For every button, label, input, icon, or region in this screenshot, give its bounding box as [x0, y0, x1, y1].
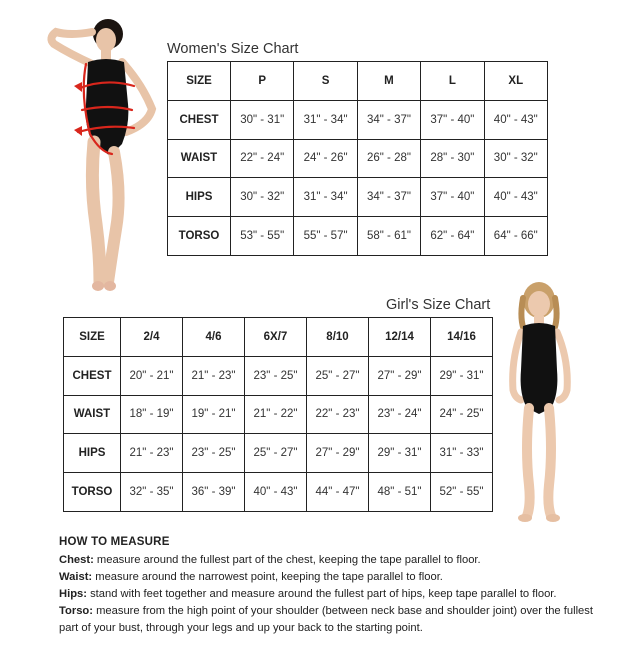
size-column-header: 4/6	[183, 318, 245, 357]
table-cell: 34" - 37"	[357, 100, 420, 139]
table-cell: 40" - 43"	[484, 178, 547, 217]
table-row	[168, 178, 548, 217]
measure-term: Chest:	[59, 554, 94, 566]
measure-instruction-torso	[59, 603, 604, 637]
size-column-header: 6X/7	[245, 318, 307, 357]
measure-term: Hips:	[59, 588, 87, 600]
table-cell: 62" - 64"	[421, 217, 484, 256]
table-cell: 36" - 39"	[183, 473, 245, 512]
measure-term: Torso:	[59, 605, 93, 617]
table-cell: 29" - 31"	[431, 356, 493, 395]
row-label-torso: TORSO	[168, 217, 231, 256]
girls-chart-title: Girl's Size Chart	[386, 297, 491, 313]
size-column-header: 8/10	[307, 318, 369, 357]
table-cell: 37" - 40"	[421, 178, 484, 217]
women-size-table	[167, 61, 548, 256]
girl-model-photo	[497, 280, 582, 525]
table-cell: 25" - 27"	[245, 434, 307, 473]
table-cell: 30" - 32"	[484, 139, 547, 178]
row-label-waist: WAIST	[64, 395, 121, 434]
table-cell: 37" - 40"	[421, 100, 484, 139]
table-cell: 31" - 33"	[431, 434, 493, 473]
measure-instruction-chest	[59, 552, 604, 569]
size-column-header: XL	[484, 62, 547, 101]
row-label-waist: WAIST	[168, 139, 231, 178]
how-to-measure-heading: HOW TO MEASURE	[59, 536, 170, 548]
table-cell: 19" - 21"	[183, 395, 245, 434]
table-cell: 30" - 32"	[231, 178, 294, 217]
table-cell: 40" - 43"	[245, 473, 307, 512]
measure-text: measure around the fullest part of the chest, keeping the tape parallel to floor.	[93, 554, 481, 566]
table-cell: 21" - 23"	[183, 356, 245, 395]
table-cell: 28" - 30"	[421, 139, 484, 178]
brand-logo-fragment	[284, 0, 484, 8]
table-cell: 25" - 27"	[307, 356, 369, 395]
row-label-hips: HIPS	[168, 178, 231, 217]
table-cell: 27" - 29"	[307, 434, 369, 473]
size-header: SIZE	[168, 62, 231, 101]
table-cell: 64" - 66"	[484, 217, 547, 256]
table-cell: 23" - 25"	[245, 356, 307, 395]
measure-text: measure around the narrowest point, keeping the tape parallel to floor.	[92, 571, 443, 583]
table-cell: 34" - 37"	[357, 178, 420, 217]
size-header: SIZE	[64, 318, 121, 357]
table-cell: 20" - 21"	[121, 356, 183, 395]
size-column-header: M	[357, 62, 420, 101]
table-cell: 31" - 34"	[294, 178, 357, 217]
table-cell: 48" - 51"	[369, 473, 431, 512]
table-cell: 29" - 31"	[369, 434, 431, 473]
table-row	[168, 217, 548, 256]
measure-term: Waist:	[59, 571, 93, 583]
table-cell: 44" - 47"	[307, 473, 369, 512]
size-column-header: P	[231, 62, 294, 101]
woman-model-photo	[30, 14, 165, 296]
row-label-chest: CHEST	[64, 356, 121, 395]
measure-text: stand with feet together and measure around the fullest part of hips, keep tape parallel to floor.	[86, 588, 557, 600]
row-label-torso: TORSO	[64, 473, 121, 512]
table-header-row	[64, 318, 493, 357]
size-column-header: 2/4	[121, 318, 183, 357]
table-row	[64, 395, 493, 434]
row-label-chest: CHEST	[168, 100, 231, 139]
table-row	[64, 434, 493, 473]
table-cell: 24" - 26"	[294, 139, 357, 178]
table-cell: 40" - 43"	[484, 100, 547, 139]
table-cell: 22" - 24"	[231, 139, 294, 178]
row-label-hips: HIPS	[64, 434, 121, 473]
table-row	[64, 473, 493, 512]
measure-text: measure from the high point of your shoulder (between neck base and shoulder joint) over the fullest part of your bust, through your legs and up your back to the starting point.	[59, 605, 593, 634]
table-cell: 52" - 55"	[431, 473, 493, 512]
size-column-header: L	[421, 62, 484, 101]
table-row	[64, 356, 493, 395]
table-cell: 53" - 55"	[231, 217, 294, 256]
table-cell: 58" - 61"	[357, 217, 420, 256]
women-chart-title: Women's Size Chart	[167, 41, 299, 57]
table-cell: 23" - 25"	[183, 434, 245, 473]
size-column-header: 14/16	[431, 318, 493, 357]
table-cell: 30" - 31"	[231, 100, 294, 139]
table-cell: 18" - 19"	[121, 395, 183, 434]
table-cell: 27" - 29"	[369, 356, 431, 395]
measure-instruction-hips	[59, 586, 604, 603]
table-cell: 24" - 25"	[431, 395, 493, 434]
table-cell: 32" - 35"	[121, 473, 183, 512]
table-header-row	[168, 62, 548, 101]
table-cell: 22" - 23"	[307, 395, 369, 434]
table-cell: 21" - 22"	[245, 395, 307, 434]
measure-instruction-waist	[59, 569, 604, 586]
table-cell: 55" - 57"	[294, 217, 357, 256]
table-cell: 26" - 28"	[357, 139, 420, 178]
table-cell: 21" - 23"	[121, 434, 183, 473]
table-cell: 31" - 34"	[294, 100, 357, 139]
size-column-header: 12/14	[369, 318, 431, 357]
table-row	[168, 139, 548, 178]
table-cell: 23" - 24"	[369, 395, 431, 434]
girls-size-table	[63, 317, 493, 512]
size-column-header: S	[294, 62, 357, 101]
table-row	[168, 100, 548, 139]
how-to-measure-section	[59, 534, 604, 637]
